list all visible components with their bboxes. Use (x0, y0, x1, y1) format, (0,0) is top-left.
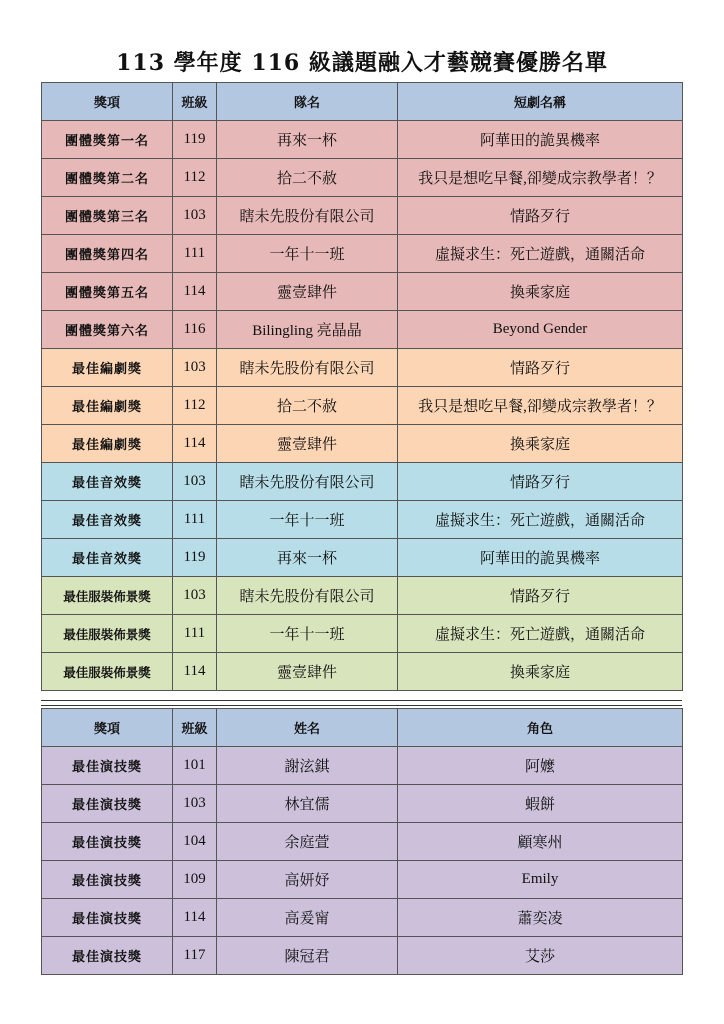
table-row (42, 539, 683, 577)
team-cell: 瞎未先股份有限公司 (217, 197, 398, 235)
team-cell: 再來一杯 (217, 539, 398, 577)
award-cell: 最佳演技獎 (42, 823, 173, 861)
class-cell: 103 (173, 785, 217, 823)
class-cell: 114 (173, 653, 217, 691)
team-cell: Bilingling 亮晶晶 (217, 311, 398, 349)
table-row (42, 273, 683, 311)
header-name: 姓名 (217, 709, 398, 747)
team-cell: 靈壹肆件 (217, 653, 398, 691)
table-row (42, 615, 683, 653)
table-row (42, 349, 683, 387)
award-cell: 最佳編劇獎 (42, 349, 173, 387)
play-cell: 虛擬求生：死亡遊戲，通關活命 (398, 235, 683, 273)
class-cell: 111 (173, 501, 217, 539)
award-cell: 最佳服裝佈景獎 (42, 615, 173, 653)
team-cell: 瞎未先股份有限公司 (217, 349, 398, 387)
class-cell: 114 (173, 273, 217, 311)
class-cell: 103 (173, 197, 217, 235)
table-row (42, 823, 683, 861)
table-row (42, 425, 683, 463)
role-cell: 蝦餅 (398, 785, 683, 823)
class-cell: 112 (173, 387, 217, 425)
play-cell: 虛擬求生：死亡遊戲，通關活命 (398, 501, 683, 539)
header-play: 短劇名稱 (398, 83, 683, 121)
play-cell: 換乘家庭 (398, 425, 683, 463)
table-row (42, 861, 683, 899)
class-cell: 114 (173, 899, 217, 937)
awards-table (41, 82, 683, 691)
table-row (42, 121, 683, 159)
team-cell: 一年十一班 (217, 501, 398, 539)
table-row (42, 747, 683, 785)
header-award: 獎項 (42, 709, 173, 747)
name-cell: 陳冠君 (217, 937, 398, 975)
page-title: 113 學年度 116 級議題融入才藝競賽優勝名單 (116, 50, 608, 76)
header-team: 隊名 (217, 83, 398, 121)
header-class: 班級 (173, 83, 217, 121)
award-cell: 最佳演技獎 (42, 861, 173, 899)
class-cell: 111 (173, 615, 217, 653)
table-row (42, 653, 683, 691)
award-cell: 團體獎第五名 (42, 273, 173, 311)
table-row (42, 235, 683, 273)
award-cell: 團體獎第六名 (42, 311, 173, 349)
award-cell: 團體獎第二名 (42, 159, 173, 197)
team-cell: 瞎未先股份有限公司 (217, 463, 398, 501)
table-row (42, 159, 683, 197)
class-cell: 103 (173, 577, 217, 615)
team-cell: 拾二不赦 (217, 387, 398, 425)
award-cell: 最佳演技獎 (42, 937, 173, 975)
play-cell: 虛擬求生：死亡遊戲，通關活命 (398, 615, 683, 653)
play-cell: 情路歹行 (398, 577, 683, 615)
team-cell: 靈壹肆件 (217, 273, 398, 311)
class-cell: 112 (173, 159, 217, 197)
team-cell: 再來一杯 (217, 121, 398, 159)
play-cell: 阿華田的詭異機率 (398, 539, 683, 577)
name-cell: 高爰甯 (217, 899, 398, 937)
team-cell: 一年十一班 (217, 615, 398, 653)
award-cell: 最佳演技獎 (42, 899, 173, 937)
award-cell: 團體獎第三名 (42, 197, 173, 235)
table-separator (41, 700, 682, 706)
award-cell: 最佳音效獎 (42, 539, 173, 577)
class-cell: 103 (173, 463, 217, 501)
play-cell: 情路歹行 (398, 463, 683, 501)
name-cell: 謝泫錤 (217, 747, 398, 785)
play-cell: 我只是想吃早餐,卻變成宗教學者！？ (398, 159, 683, 197)
role-cell: 阿嬤 (398, 747, 683, 785)
header-class: 班級 (173, 709, 217, 747)
play-cell: 情路歹行 (398, 349, 683, 387)
acting-table (41, 708, 683, 975)
award-cell: 最佳服裝佈景獎 (42, 577, 173, 615)
award-cell: 最佳演技獎 (42, 747, 173, 785)
table-row (42, 501, 683, 539)
class-cell: 101 (173, 747, 217, 785)
table-row (42, 785, 683, 823)
award-cell: 團體獎第一名 (42, 121, 173, 159)
table-row (42, 899, 683, 937)
table-row (42, 577, 683, 615)
table-row (42, 387, 683, 425)
name-cell: 高妍妤 (217, 861, 398, 899)
award-cell: 最佳演技獎 (42, 785, 173, 823)
header-award: 獎項 (42, 83, 173, 121)
class-cell: 103 (173, 349, 217, 387)
class-cell: 104 (173, 823, 217, 861)
table-header-row (42, 83, 683, 121)
table-row (42, 311, 683, 349)
team-cell: 一年十一班 (217, 235, 398, 273)
play-cell: 換乘家庭 (398, 653, 683, 691)
team-cell: 拾二不赦 (217, 159, 398, 197)
play-cell: 阿華田的詭異機率 (398, 121, 683, 159)
class-cell: 114 (173, 425, 217, 463)
award-cell: 最佳音效獎 (42, 463, 173, 501)
role-cell: 艾莎 (398, 937, 683, 975)
team-cell: 靈壹肆件 (217, 425, 398, 463)
table-row (42, 463, 683, 501)
table-header-row (42, 709, 683, 747)
award-cell: 最佳服裝佈景獎 (42, 653, 173, 691)
award-cell: 團體獎第四名 (42, 235, 173, 273)
name-cell: 余庭萱 (217, 823, 398, 861)
role-cell: 蕭奕凌 (398, 899, 683, 937)
play-cell: 換乘家庭 (398, 273, 683, 311)
class-cell: 117 (173, 937, 217, 975)
role-cell: 顧寒州 (398, 823, 683, 861)
class-cell: 119 (173, 121, 217, 159)
table-row (42, 937, 683, 975)
award-cell: 最佳音效獎 (42, 501, 173, 539)
role-cell: Emily (398, 861, 683, 899)
class-cell: 116 (173, 311, 217, 349)
play-cell: Beyond Gender (398, 311, 683, 349)
name-cell: 林宜儒 (217, 785, 398, 823)
table-row (42, 197, 683, 235)
award-cell: 最佳編劇獎 (42, 425, 173, 463)
class-cell: 109 (173, 861, 217, 899)
team-cell: 瞎未先股份有限公司 (217, 577, 398, 615)
class-cell: 111 (173, 235, 217, 273)
play-cell: 我只是想吃早餐,卻變成宗教學者！？ (398, 387, 683, 425)
play-cell: 情路歹行 (398, 197, 683, 235)
class-cell: 119 (173, 539, 217, 577)
header-role: 角色 (398, 709, 683, 747)
award-cell: 最佳編劇獎 (42, 387, 173, 425)
